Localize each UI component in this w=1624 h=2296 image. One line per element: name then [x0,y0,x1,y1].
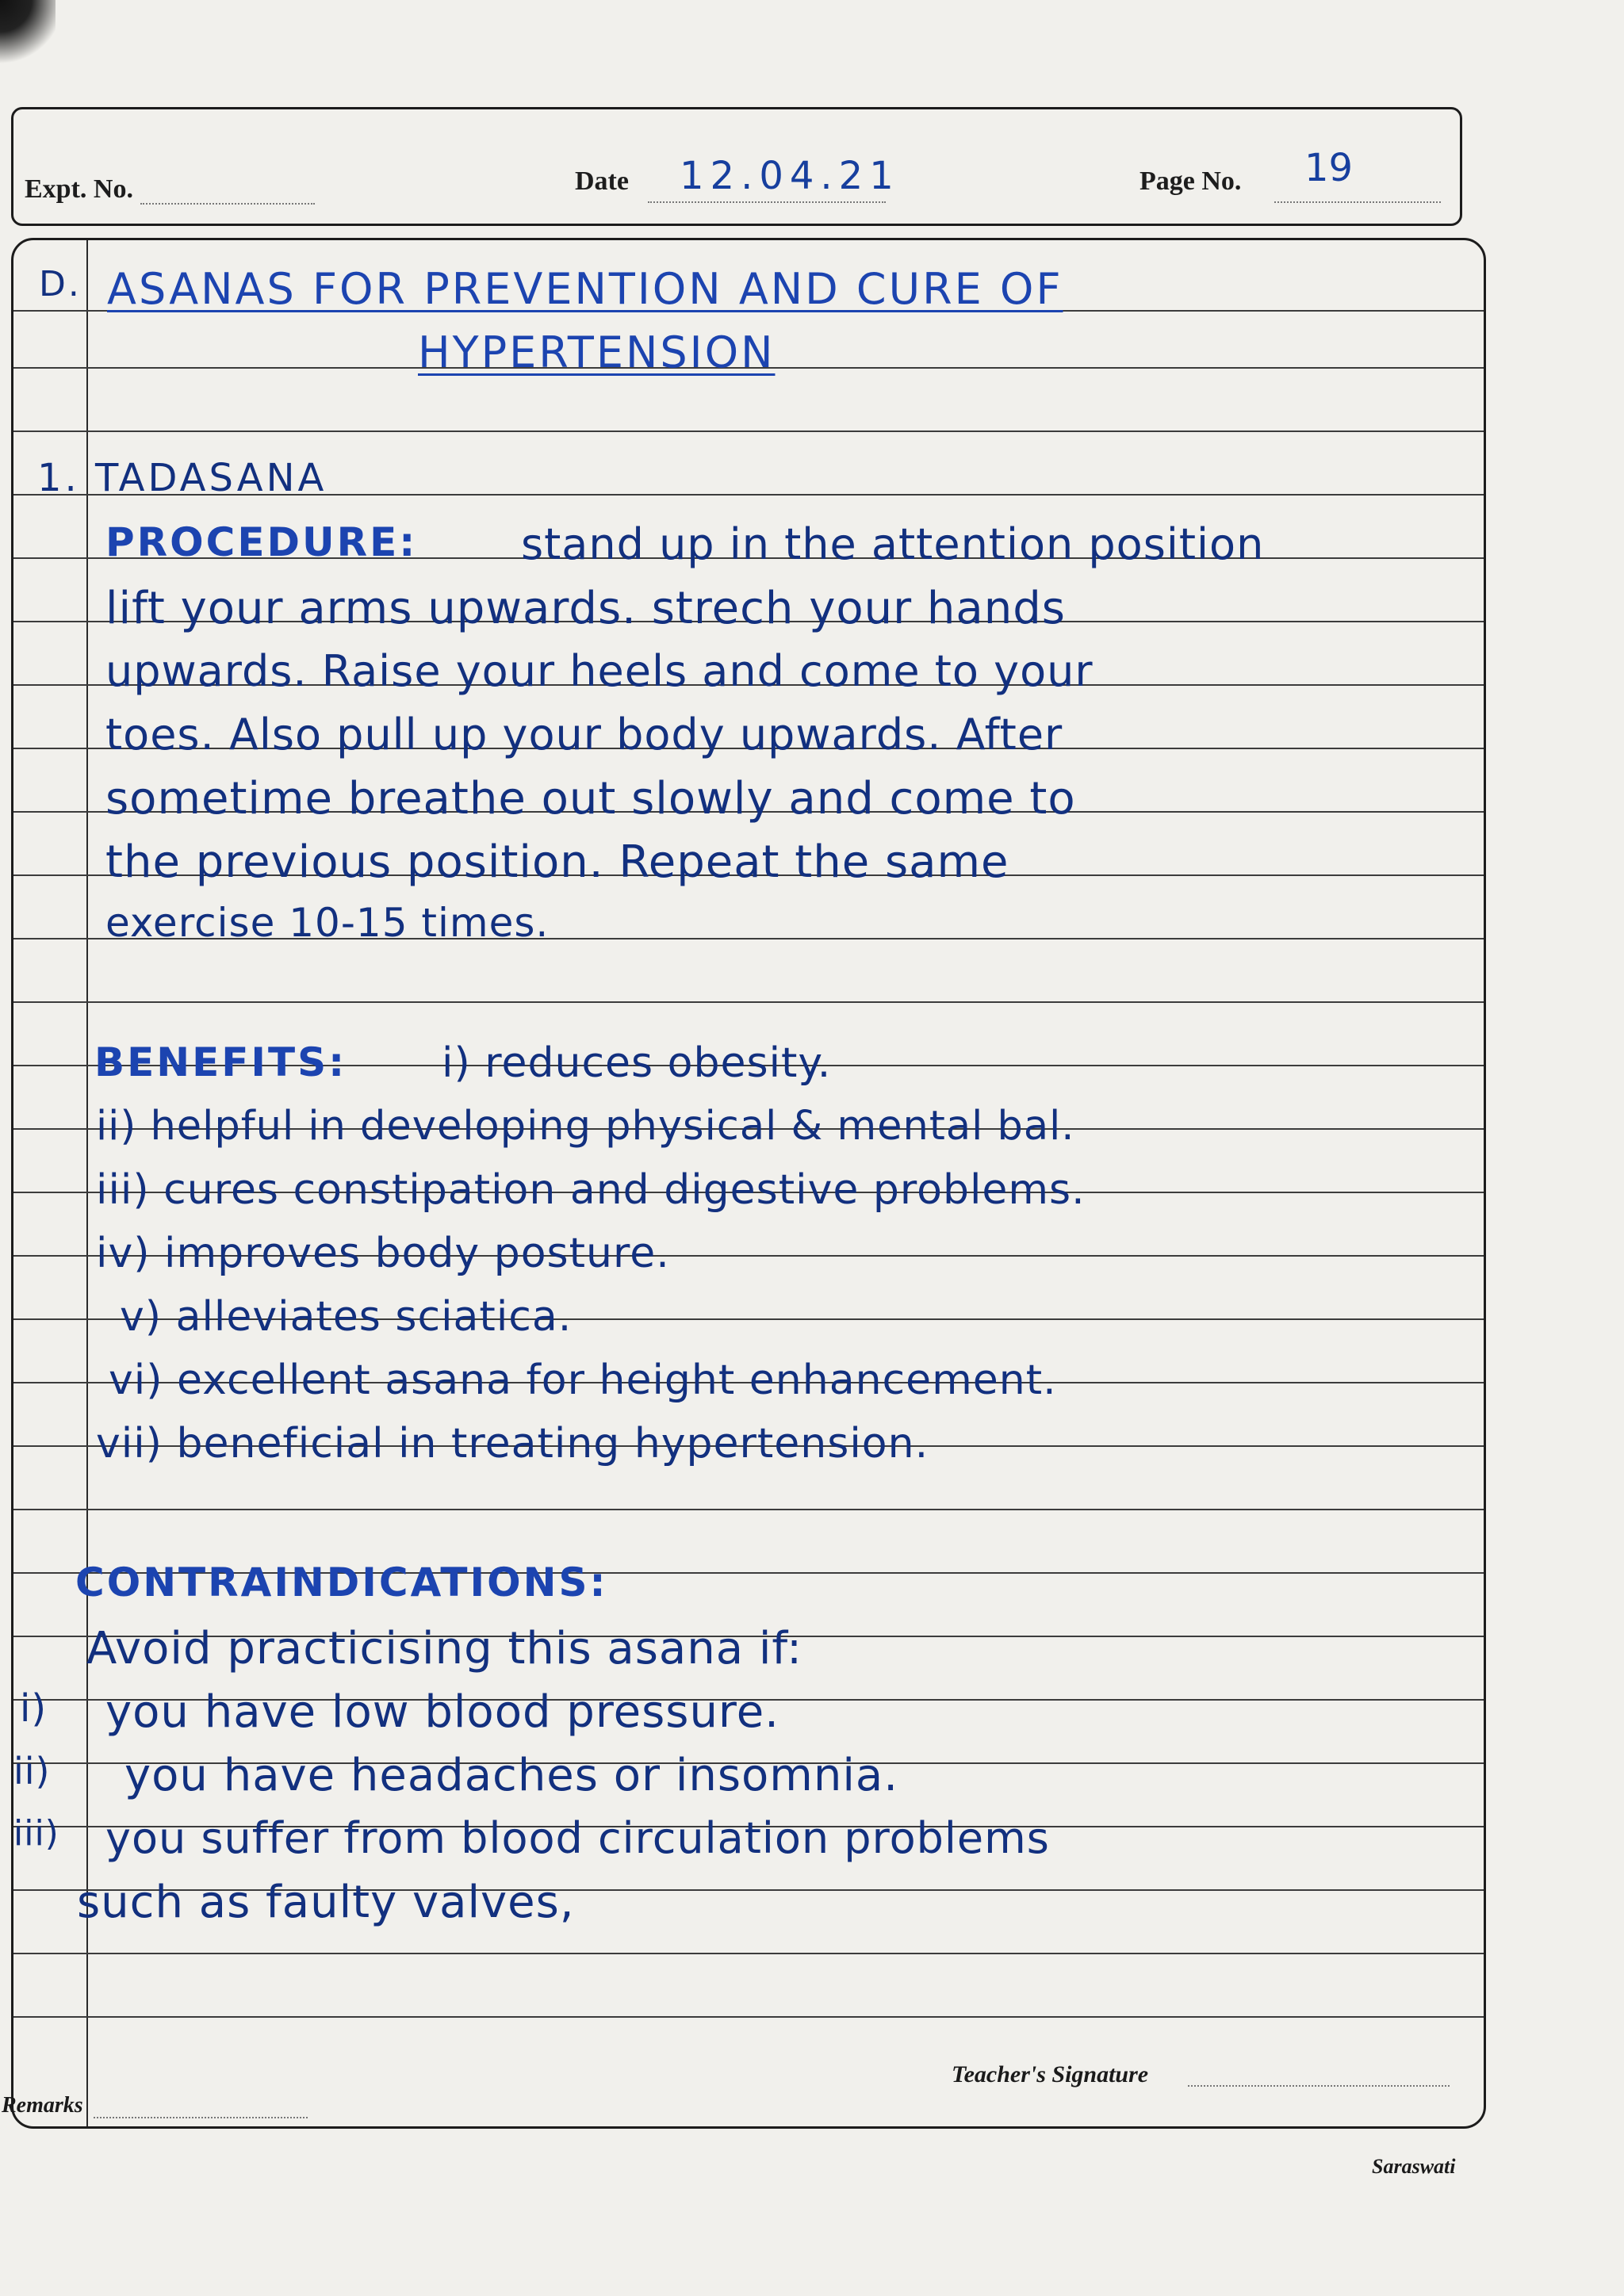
title-line-2: HYPERTENSION [418,327,776,377]
contra-marker: ii) [13,1750,51,1793]
benefit-item: iii) cures constipation and digestive problems. [96,1166,1086,1214]
ruled-line [13,430,1484,432]
header-box [11,107,1462,226]
title-line-1: ASANAS FOR PREVENTION AND CURE OF [107,264,1063,314]
procedure-line: upwards. Raise your heels and come to your [105,646,1094,696]
teacher-signature-label: Teacher's Signature [952,2061,1149,2087]
contraindications-label: CONTRAINDICATIONS: [75,1559,608,1605]
teacher-signature-line [1188,2085,1450,2087]
expt-no-line [140,203,315,205]
contra-intro: Avoid practicising this asana if: [86,1623,802,1674]
contra-tail: such as faulty valves, [77,1877,575,1928]
ruled-page [11,238,1486,2129]
procedure-line: exercise 10-15 times. [105,900,550,946]
brand-label: Saraswati [1372,2155,1456,2178]
ruled-line [13,1001,1484,1003]
contra-marker: i) [20,1686,48,1731]
contra-item: you have low blood pressure. [105,1686,779,1738]
expt-no-label: Expt. No. [25,174,133,204]
page-no-line [1274,201,1441,203]
title-marker: D. [39,264,82,304]
remarks-line [94,2117,308,2118]
procedure-line: toes. Also pull up your body upwards. After [105,710,1063,760]
page-no-value: 19 [1304,146,1354,190]
ruled-line [13,1509,1484,1510]
date-value: 12.04.21 [680,154,900,198]
date-label: Date [575,166,629,196]
benefit-item: iv) improves body posture. [96,1230,670,1277]
ruled-line [13,1953,1484,1954]
page-corner-shadow [0,0,56,71]
contra-marker: iii) [13,1813,59,1854]
procedure-line: the previous position. Repeat the same [105,836,1009,888]
procedure-label: PROCEDURE: [105,519,418,565]
benefit-item: v) alleviates sciatica. [120,1293,573,1341]
ruled-line [13,2016,1484,2018]
contra-item: you have headaches or insomnia. [124,1750,899,1801]
procedure-line: stand up in the attention position [521,519,1265,569]
benefit-item: i) reduces obesity. [442,1039,832,1087]
date-line [648,201,886,203]
benefit-item: vii) beneficial in treating hypertension. [96,1420,929,1468]
contra-item: you suffer from blood circulation problems [105,1813,1050,1863]
procedure-line: sometime breathe out slowly and come to [105,773,1076,825]
margin-line [86,240,88,2126]
procedure-line: lift your arms upwards. strech your hands [105,583,1066,634]
benefits-label: BENEFITS: [94,1039,347,1085]
asana-heading: 1. TADASANA [37,456,327,500]
remarks-label: Remarks [2,2093,83,2118]
page-no-label: Page No. [1139,166,1242,196]
benefit-item: vi) excellent asana for height enhancement. [109,1357,1057,1404]
benefit-item: ii) helpful in developing physical & mental bal. [96,1103,1075,1150]
